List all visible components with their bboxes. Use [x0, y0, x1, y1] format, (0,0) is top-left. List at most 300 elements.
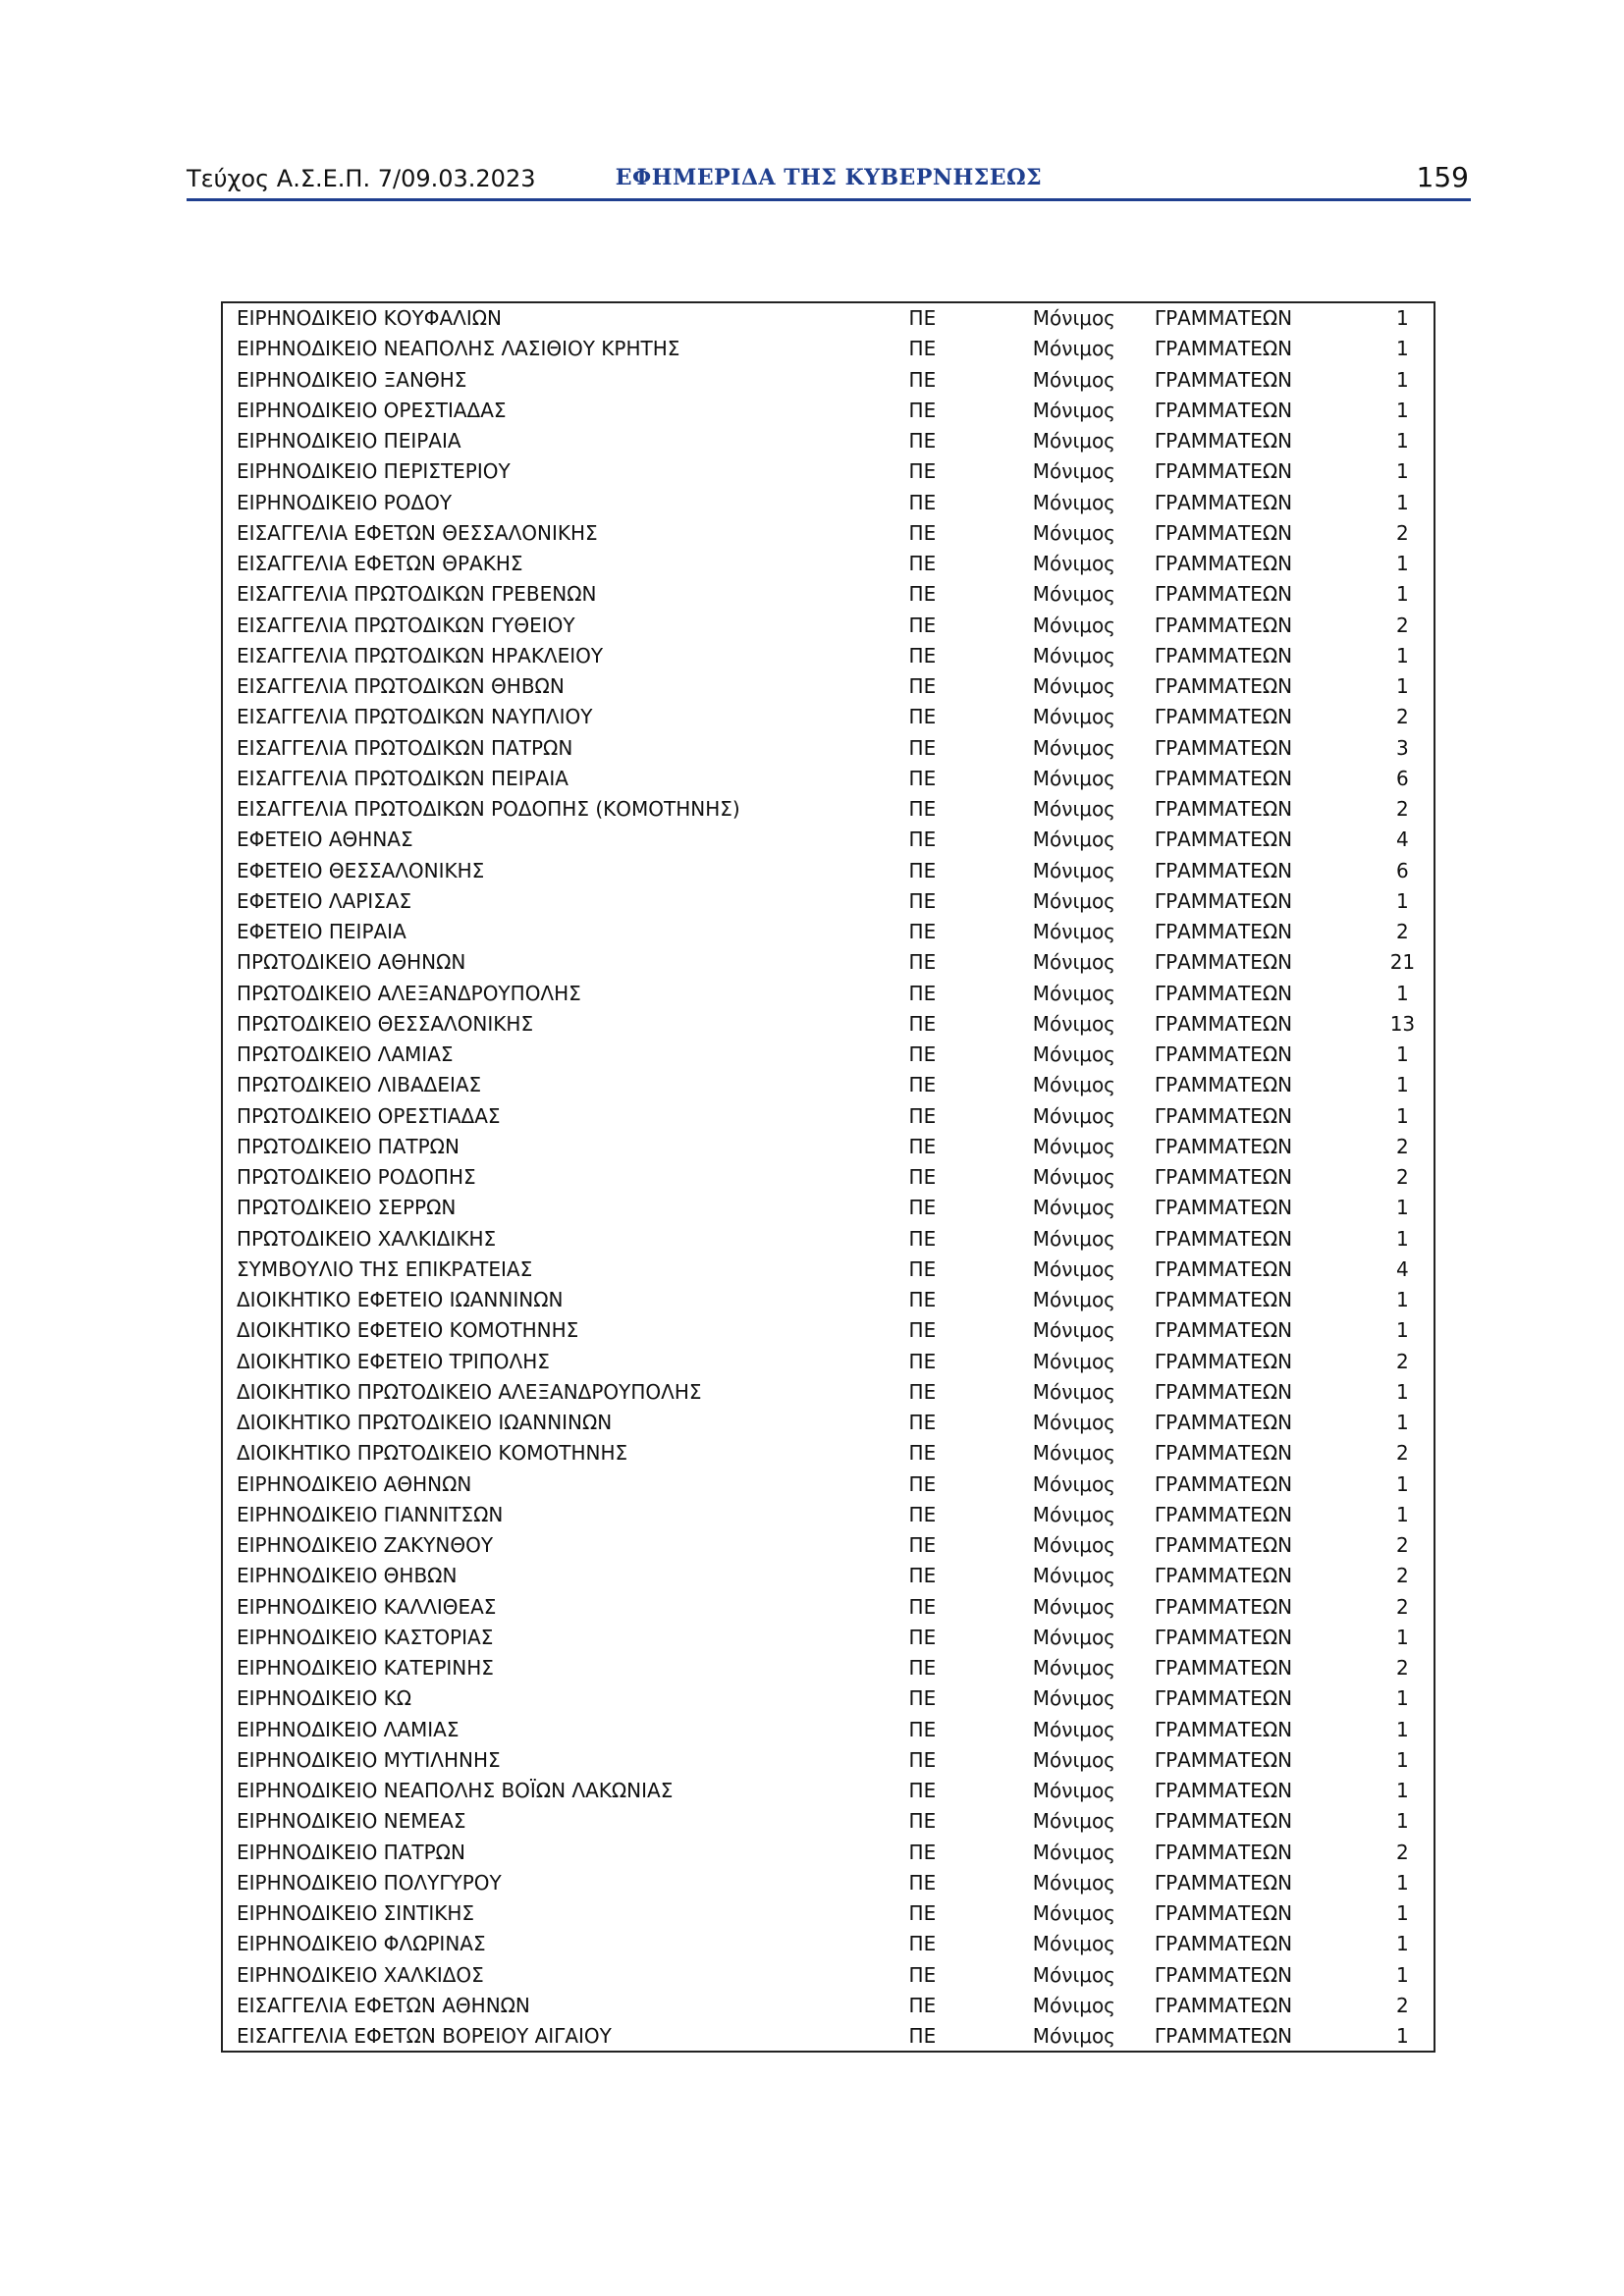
positions-count-cell: 1: [1396, 306, 1409, 331]
service-name-cell: ΕΙΡΗΝΟΔΙΚΕΙΟ ΚΑΛΛΙΘΕΑΣ: [237, 1594, 497, 1619]
branch-cell: ΓΡΑΜΜΑΤΕΩΝ: [1154, 1441, 1293, 1466]
employment-relation-cell: Μόνιμος: [1032, 1779, 1115, 1803]
positions-count-cell: 2: [1396, 1564, 1409, 1588]
branch-cell: ΓΡΑΜΜΑΤΕΩΝ: [1154, 1870, 1293, 1895]
table-row: [223, 671, 1434, 702]
employment-relation-cell: Μόνιμος: [1032, 1134, 1115, 1158]
branch-cell: ΓΡΑΜΜΑΤΕΩΝ: [1154, 1779, 1293, 1803]
employment-relation-cell: Μόνιμος: [1032, 552, 1115, 576]
branch-cell: ΓΡΑΜΜΑΤΕΩΝ: [1154, 613, 1293, 637]
service-name-cell: ΕΙΣΑΓΓΕΛΙΑ ΠΡΩΤΟΔΙΚΩΝ ΠΑΤΡΩΝ: [237, 735, 573, 760]
positions-count-cell: 1: [1396, 1686, 1409, 1711]
positions-count-cell: 1: [1396, 1502, 1409, 1526]
branch-cell: ΓΡΑΜΜΑΤΕΩΝ: [1154, 981, 1293, 1005]
service-name-cell: ΕΙΡΗΝΟΔΙΚΕΙΟ ΠΟΛΥΓΥΡΟΥ: [237, 1870, 502, 1895]
table-row: [223, 2021, 1434, 2052]
category-cell: ΠΕ: [908, 888, 937, 913]
positions-count-cell: 1: [1396, 1103, 1409, 1128]
employment-relation-cell: Μόνιμος: [1032, 1288, 1115, 1312]
positions-count-cell: 1: [1396, 1747, 1409, 1772]
category-cell: ΠΕ: [908, 306, 937, 331]
employment-relation-cell: Μόνιμος: [1032, 766, 1115, 790]
positions-count-cell: 2: [1396, 1349, 1409, 1373]
service-name-cell: ΕΙΡΗΝΟΔΙΚΕΙΟ ΠΑΤΡΩΝ: [237, 1840, 465, 1864]
branch-cell: ΓΡΑΜΜΑΤΕΩΝ: [1154, 1962, 1293, 1987]
employment-relation-cell: Μόνιμος: [1032, 1073, 1115, 1097]
positions-count-cell: 2: [1396, 613, 1409, 637]
branch-cell: ΓΡΑΜΜΑΤΕΩΝ: [1154, 1471, 1293, 1496]
service-name-cell: ΕΙΣΑΓΓΕΛΙΑ ΠΡΩΤΟΔΙΚΩΝ ΗΡΑΚΛΕΙΟΥ: [237, 643, 604, 667]
positions-count-cell: 2: [1396, 1594, 1409, 1619]
table-row: [223, 764, 1434, 794]
page-header: [187, 157, 1471, 202]
table-row: [223, 1592, 1434, 1623]
page-number: 159: [1416, 161, 1469, 193]
category-cell: ΠΕ: [908, 1993, 937, 2017]
service-name-cell: ΕΙΡΗΝΟΔΙΚΕΙΟ ΓΙΑΝΝΙΤΣΩΝ: [237, 1502, 504, 1526]
employment-relation-cell: Μόνιμος: [1032, 1411, 1115, 1435]
positions-table: [221, 301, 1435, 2053]
table-row: [223, 825, 1434, 855]
positions-count-cell: 1: [1396, 674, 1409, 699]
service-name-cell: ΕΙΣΑΓΓΕΛΙΑ ΕΦΕΤΩΝ ΒΟΡΕΙΟΥ ΑΙΓΑΙΟΥ: [237, 2024, 612, 2049]
table-row: [223, 1929, 1434, 1959]
category-cell: ΠΕ: [908, 1717, 937, 1741]
branch-cell: ΓΡΑΜΜΑΤΕΩΝ: [1154, 1226, 1293, 1251]
positions-count-cell: 1: [1396, 1962, 1409, 1987]
branch-cell: ΓΡΑΜΜΑΤΕΩΝ: [1154, 643, 1293, 667]
category-cell: ΠΕ: [908, 1134, 937, 1158]
employment-relation-cell: Μόνιμος: [1032, 674, 1115, 699]
service-name-cell: ΔΙΟΙΚΗΤΙΚΟ ΕΦΕΤΕΙΟ ΙΩΑΝΝΙΝΩΝ: [237, 1288, 564, 1312]
category-cell: ΠΕ: [908, 1165, 937, 1190]
table-row: [223, 579, 1434, 610]
category-cell: ΠΕ: [908, 674, 937, 699]
category-cell: ΠΕ: [908, 950, 937, 975]
table-row: [223, 549, 1434, 579]
employment-relation-cell: Μόνιμος: [1032, 1901, 1115, 1926]
branch-cell: ΓΡΑΜΜΑΤΕΩΝ: [1154, 1349, 1293, 1373]
service-name-cell: ΕΙΡΗΝΟΔΙΚΕΙΟ ΚΟΥΦΑΛΙΩΝ: [237, 306, 502, 331]
positions-count-cell: 1: [1396, 643, 1409, 667]
branch-cell: ΓΡΑΜΜΑΤΕΩΝ: [1154, 735, 1293, 760]
employment-relation-cell: Μόνιμος: [1032, 1011, 1115, 1036]
table-row: [223, 979, 1434, 1009]
service-name-cell: ΕΙΣΑΓΓΕΛΙΑ ΕΦΕΤΩΝ ΑΘΗΝΩΝ: [237, 1993, 530, 2017]
positions-count-cell: 3: [1396, 735, 1409, 760]
service-name-cell: ΕΙΣΑΓΓΕΛΙΑ ΠΡΩΤΟΔΙΚΩΝ ΘΗΒΩΝ: [237, 674, 565, 699]
table-row: [223, 1469, 1434, 1500]
branch-cell: ΓΡΑΜΜΑΤΕΩΝ: [1154, 1379, 1293, 1404]
table-row: [223, 1500, 1434, 1530]
positions-count-cell: 1: [1396, 1901, 1409, 1926]
employment-relation-cell: Μόνιμος: [1032, 1165, 1115, 1190]
positions-count-cell: 1: [1396, 398, 1409, 422]
table-row: [223, 1745, 1434, 1776]
category-cell: ΠΕ: [908, 828, 937, 852]
employment-relation-cell: Μόνιμος: [1032, 490, 1115, 514]
table-row: [223, 426, 1434, 456]
positions-count-cell: 6: [1396, 766, 1409, 790]
positions-count-cell: 1: [1396, 1809, 1409, 1834]
category-cell: ΠΕ: [908, 1840, 937, 1864]
table-row: [223, 1438, 1434, 1468]
issue-label: Τεύχος Α.Σ.Ε.Π. 7/09.03.2023: [187, 165, 536, 192]
category-cell: ΠΕ: [908, 1502, 937, 1526]
positions-count-cell: 1: [1396, 582, 1409, 607]
positions-count-cell: 1: [1396, 490, 1409, 514]
gazette-title: ΕΦΗΜΕΡΙΔΑ ΤΗΣ ΚΥΒΕΡΝΗΣΕΩΣ: [615, 165, 1043, 190]
category-cell: ΠΕ: [908, 1349, 937, 1373]
category-cell: ΠΕ: [908, 398, 937, 422]
category-cell: ΠΕ: [908, 1564, 937, 1588]
employment-relation-cell: Μόνιμος: [1032, 888, 1115, 913]
table-row: [223, 1040, 1434, 1070]
service-name-cell: ΕΙΣΑΓΓΕΛΙΑ ΠΡΩΤΟΔΙΚΩΝ ΡΟΔΟΠΗΣ (ΚΟΜΟΤΗΝΗΣ): [237, 797, 740, 822]
employment-relation-cell: Μόνιμος: [1032, 459, 1115, 484]
service-name-cell: ΕΙΡΗΝΟΔΙΚΕΙΟ ΠΕΡΙΣΤΕΡΙΟΥ: [237, 459, 511, 484]
table-row: [223, 1898, 1434, 1929]
branch-cell: ΓΡΑΜΜΑΤΕΩΝ: [1154, 1073, 1293, 1097]
table-row: [223, 1347, 1434, 1377]
table-row: [223, 1623, 1434, 1653]
branch-cell: ΓΡΑΜΜΑΤΕΩΝ: [1154, 1011, 1293, 1036]
service-name-cell: ΕΙΣΑΓΓΕΛΙΑ ΕΦΕΤΩΝ ΘΕΣΣΑΛΟΝΙΚΗΣ: [237, 520, 598, 545]
service-name-cell: ΕΙΡΗΝΟΔΙΚΕΙΟ ΝΕΑΠΟΛΗΣ ΒΟΪΩΝ ΛΑΚΩΝΙΑΣ: [237, 1779, 674, 1803]
service-name-cell: ΣΥΜΒΟΥΛΙΟ ΤΗΣ ΕΠΙΚΡΑΤΕΙΑΣ: [237, 1256, 533, 1281]
category-cell: ΠΕ: [908, 490, 937, 514]
table-row: [223, 396, 1434, 426]
service-name-cell: ΔΙΟΙΚΗΤΙΚΟ ΠΡΩΤΟΔΙΚΕΙΟ ΚΟΜΟΤΗΝΗΣ: [237, 1441, 628, 1466]
positions-count-cell: 2: [1396, 1533, 1409, 1558]
category-cell: ΠΕ: [908, 858, 937, 882]
category-cell: ΠΕ: [908, 1196, 937, 1220]
table-row: [223, 1683, 1434, 1714]
service-name-cell: ΠΡΩΤΟΔΙΚΕΙΟ ΡΟΔΟΠΗΣ: [237, 1165, 476, 1190]
branch-cell: ΓΡΑΜΜΑΤΕΩΝ: [1154, 1840, 1293, 1864]
positions-count-cell: 1: [1396, 1932, 1409, 1956]
category-cell: ΠΕ: [908, 705, 937, 729]
positions-count-cell: 1: [1396, 1379, 1409, 1404]
table-row: [223, 1255, 1434, 1285]
service-name-cell: ΔΙΟΙΚΗΤΙΚΟ ΕΦΕΤΕΙΟ ΚΟΜΟΤΗΝΗΣ: [237, 1318, 579, 1343]
positions-count-cell: 2: [1396, 1441, 1409, 1466]
employment-relation-cell: Μόνιμος: [1032, 1318, 1115, 1343]
table-row: [223, 365, 1434, 396]
service-name-cell: ΠΡΩΤΟΔΙΚΕΙΟ ΧΑΛΚΙΔΙΚΗΣ: [237, 1226, 497, 1251]
employment-relation-cell: Μόνιμος: [1032, 1533, 1115, 1558]
service-name-cell: ΠΡΩΤΟΔΙΚΕΙΟ ΛΑΜΙΑΣ: [237, 1042, 454, 1067]
category-cell: ΠΕ: [908, 1686, 937, 1711]
table-row: [223, 1991, 1434, 2021]
service-name-cell: ΕΙΡΗΝΟΔΙΚΕΙΟ ΡΟΔΟΥ: [237, 490, 453, 514]
positions-count-cell: 1: [1396, 337, 1409, 361]
table-row: [223, 641, 1434, 671]
category-cell: ΠΕ: [908, 1288, 937, 1312]
table-row: [223, 456, 1434, 487]
category-cell: ΠΕ: [908, 1042, 937, 1067]
service-name-cell: ΕΙΡΗΝΟΔΙΚΕΙΟ ΦΛΩΡΙΝΑΣ: [237, 1932, 486, 1956]
table-row: [223, 886, 1434, 917]
branch-cell: ΓΡΑΜΜΑΤΕΩΝ: [1154, 1932, 1293, 1956]
employment-relation-cell: Μόνιμος: [1032, 582, 1115, 607]
employment-relation-cell: Μόνιμος: [1032, 1349, 1115, 1373]
branch-cell: ΓΡΑΜΜΑΤΕΩΝ: [1154, 2024, 1293, 2049]
table-row: [223, 1285, 1434, 1315]
branch-cell: ΓΡΑΜΜΑΤΕΩΝ: [1154, 950, 1293, 975]
category-cell: ΠΕ: [908, 1747, 937, 1772]
positions-count-cell: 1: [1396, 1196, 1409, 1220]
positions-count-cell: 4: [1396, 1256, 1409, 1281]
branch-cell: ΓΡΑΜΜΑΤΕΩΝ: [1154, 1103, 1293, 1128]
branch-cell: ΓΡΑΜΜΑΤΕΩΝ: [1154, 367, 1293, 392]
employment-relation-cell: Μόνιμος: [1032, 367, 1115, 392]
category-cell: ΠΕ: [908, 1011, 937, 1036]
positions-count-cell: 1: [1396, 1717, 1409, 1741]
table-row: [223, 488, 1434, 518]
positions-count-cell: 2: [1396, 1165, 1409, 1190]
branch-cell: ΓΡΑΜΜΑΤΕΩΝ: [1154, 797, 1293, 822]
positions-count-cell: 2: [1396, 797, 1409, 822]
positions-count-cell: 1: [1396, 1073, 1409, 1097]
branch-cell: ΓΡΑΜΜΑΤΕΩΝ: [1154, 398, 1293, 422]
branch-cell: ΓΡΑΜΜΑΤΕΩΝ: [1154, 888, 1293, 913]
service-name-cell: ΕΙΣΑΓΓΕΛΙΑ ΠΡΩΤΟΔΙΚΩΝ ΓΥΘΕΙΟΥ: [237, 613, 575, 637]
service-name-cell: ΕΙΡΗΝΟΔΙΚΕΙΟ ΟΡΕΣΤΙΑΔΑΣ: [237, 398, 507, 422]
service-name-cell: ΕΙΡΗΝΟΔΙΚΕΙΟ ΖΑΚΥΝΘΟΥ: [237, 1533, 494, 1558]
positions-count-cell: 1: [1396, 1779, 1409, 1803]
service-name-cell: ΕΙΡΗΝΟΔΙΚΕΙΟ ΚΩ: [237, 1686, 412, 1711]
service-name-cell: ΕΙΡΗΝΟΔΙΚΕΙΟ ΠΕΙΡΑΙΑ: [237, 429, 461, 454]
employment-relation-cell: Μόνιμος: [1032, 1502, 1115, 1526]
employment-relation-cell: Μόνιμος: [1032, 398, 1115, 422]
positions-count-cell: 2: [1396, 1993, 1409, 2017]
table-row: [223, 1070, 1434, 1100]
branch-cell: ΓΡΑΜΜΑΤΕΩΝ: [1154, 705, 1293, 729]
branch-cell: ΓΡΑΜΜΑΤΕΩΝ: [1154, 1318, 1293, 1343]
positions-count-cell: 1: [1396, 1870, 1409, 1895]
category-cell: ΠΕ: [908, 920, 937, 944]
branch-cell: ΓΡΑΜΜΑΤΕΩΝ: [1154, 459, 1293, 484]
category-cell: ΠΕ: [908, 613, 937, 637]
service-name-cell: ΔΙΟΙΚΗΤΙΚΟ ΕΦΕΤΕΙΟ ΤΡΙΠΟΛΗΣ: [237, 1349, 550, 1373]
branch-cell: ΓΡΑΜΜΑΤΕΩΝ: [1154, 552, 1293, 576]
service-name-cell: ΕΙΡΗΝΟΔΙΚΕΙΟ ΚΑΣΤΟΡΙΑΣ: [237, 1625, 494, 1649]
employment-relation-cell: Μόνιμος: [1032, 1226, 1115, 1251]
category-cell: ΠΕ: [908, 582, 937, 607]
service-name-cell: ΕΦΕΤΕΙΟ ΠΕΙΡΑΙΑ: [237, 920, 406, 944]
service-name-cell: ΠΡΩΤΟΔΙΚΕΙΟ ΑΘΗΝΩΝ: [237, 950, 466, 975]
table-row: [223, 1224, 1434, 1255]
employment-relation-cell: Μόνιμος: [1032, 920, 1115, 944]
branch-cell: ΓΡΑΜΜΑΤΕΩΝ: [1154, 766, 1293, 790]
branch-cell: ΓΡΑΜΜΑΤΕΩΝ: [1154, 1747, 1293, 1772]
service-name-cell: ΠΡΩΤΟΔΙΚΕΙΟ ΑΛΕΞΑΝΔΡΟΥΠΟΛΗΣ: [237, 981, 581, 1005]
table-row: [223, 1132, 1434, 1162]
branch-cell: ΓΡΑΜΜΑΤΕΩΝ: [1154, 1717, 1293, 1741]
category-cell: ΠΕ: [908, 1471, 937, 1496]
branch-cell: ΓΡΑΜΜΑΤΕΩΝ: [1154, 858, 1293, 882]
table-row: [223, 1315, 1434, 1346]
employment-relation-cell: Μόνιμος: [1032, 306, 1115, 331]
category-cell: ΠΕ: [908, 1809, 937, 1834]
header-rule: [187, 198, 1471, 201]
employment-relation-cell: Μόνιμος: [1032, 1471, 1115, 1496]
employment-relation-cell: Μόνιμος: [1032, 1840, 1115, 1864]
category-cell: ΠΕ: [908, 1779, 937, 1803]
category-cell: ΠΕ: [908, 1962, 937, 1987]
table-row: [223, 794, 1434, 825]
service-name-cell: ΕΙΡΗΝΟΔΙΚΕΙΟ ΞΑΝΘΗΣ: [237, 367, 467, 392]
employment-relation-cell: Μόνιμος: [1032, 1594, 1115, 1619]
employment-relation-cell: Μόνιμος: [1032, 1717, 1115, 1741]
employment-relation-cell: Μόνιμος: [1032, 429, 1115, 454]
service-name-cell: ΔΙΟΙΚΗΤΙΚΟ ΠΡΩΤΟΔΙΚΕΙΟ ΑΛΕΞΑΝΔΡΟΥΠΟΛΗΣ: [237, 1379, 702, 1404]
table-row: [223, 1776, 1434, 1806]
category-cell: ΠΕ: [908, 735, 937, 760]
category-cell: ΠΕ: [908, 2024, 937, 2049]
category-cell: ΠΕ: [908, 1594, 937, 1619]
category-cell: ΠΕ: [908, 459, 937, 484]
branch-cell: ΓΡΑΜΜΑΤΕΩΝ: [1154, 1809, 1293, 1834]
employment-relation-cell: Μόνιμος: [1032, 1564, 1115, 1588]
positions-count-cell: 2: [1396, 1840, 1409, 1864]
service-name-cell: ΕΙΡΗΝΟΔΙΚΕΙΟ ΝΕΜΕΑΣ: [237, 1809, 466, 1834]
service-name-cell: ΕΦΕΤΕΙΟ ΛΑΡΙΣΑΣ: [237, 888, 412, 913]
table-row: [223, 1530, 1434, 1561]
positions-count-cell: 2: [1396, 705, 1409, 729]
positions-count-cell: 1: [1396, 1042, 1409, 1067]
positions-count-cell: 2: [1396, 1134, 1409, 1158]
branch-cell: ΓΡΑΜΜΑΤΕΩΝ: [1154, 1256, 1293, 1281]
table-row: [223, 1868, 1434, 1898]
employment-relation-cell: Μόνιμος: [1032, 1993, 1115, 2017]
positions-count-cell: 1: [1396, 429, 1409, 454]
category-cell: ΠΕ: [908, 1103, 937, 1128]
table-row: [223, 1408, 1434, 1438]
service-name-cell: ΕΙΡΗΝΟΔΙΚΕΙΟ ΘΗΒΩΝ: [237, 1564, 458, 1588]
table-row: [223, 1193, 1434, 1223]
positions-count-cell: 13: [1389, 1011, 1416, 1036]
branch-cell: ΓΡΑΜΜΑΤΕΩΝ: [1154, 1165, 1293, 1190]
branch-cell: ΓΡΑΜΜΑΤΕΩΝ: [1154, 1901, 1293, 1926]
category-cell: ΠΕ: [908, 1226, 937, 1251]
service-name-cell: ΕΦΕΤΕΙΟ ΘΕΣΣΑΛΟΝΙΚΗΣ: [237, 858, 485, 882]
branch-cell: ΓΡΑΜΜΑΤΕΩΝ: [1154, 1502, 1293, 1526]
service-name-cell: ΕΙΡΗΝΟΔΙΚΕΙΟ ΛΑΜΙΑΣ: [237, 1717, 460, 1741]
category-cell: ΠΕ: [908, 1870, 937, 1895]
positions-count-cell: 21: [1389, 950, 1416, 975]
employment-relation-cell: Μόνιμος: [1032, 520, 1115, 545]
category-cell: ΠΕ: [908, 1656, 937, 1681]
positions-count-cell: 1: [1396, 459, 1409, 484]
employment-relation-cell: Μόνιμος: [1032, 337, 1115, 361]
positions-count-cell: 1: [1396, 1226, 1409, 1251]
branch-cell: ΓΡΑΜΜΑΤΕΩΝ: [1154, 337, 1293, 361]
positions-count-cell: 1: [1396, 1318, 1409, 1343]
branch-cell: ΓΡΑΜΜΑΤΕΩΝ: [1154, 429, 1293, 454]
service-name-cell: ΕΙΣΑΓΓΕΛΙΑ ΠΡΩΤΟΔΙΚΩΝ ΝΑΥΠΛΙΟΥ: [237, 705, 593, 729]
table-row: [223, 947, 1434, 978]
positions-count-cell: 2: [1396, 920, 1409, 944]
employment-relation-cell: Μόνιμος: [1032, 1103, 1115, 1128]
category-cell: ΠΕ: [908, 797, 937, 822]
table-row: [223, 1653, 1434, 1683]
positions-count-cell: 1: [1396, 1471, 1409, 1496]
employment-relation-cell: Μόνιμος: [1032, 1932, 1115, 1956]
service-name-cell: ΠΡΩΤΟΔΙΚΕΙΟ ΟΡΕΣΤΙΑΔΑΣ: [237, 1103, 501, 1128]
employment-relation-cell: Μόνιμος: [1032, 981, 1115, 1005]
service-name-cell: ΕΙΡΗΝΟΔΙΚΕΙΟ ΜΥΤΙΛΗΝΗΣ: [237, 1747, 501, 1772]
service-name-cell: ΔΙΟΙΚΗΤΙΚΟ ΠΡΩΤΟΔΙΚΕΙΟ ΙΩΑΝΝΙΝΩΝ: [237, 1411, 613, 1435]
employment-relation-cell: Μόνιμος: [1032, 858, 1115, 882]
service-name-cell: ΕΙΡΗΝΟΔΙΚΕΙΟ ΧΑΛΚΙΔΟΣ: [237, 1962, 484, 1987]
table-row: [223, 702, 1434, 732]
category-cell: ΠΕ: [908, 367, 937, 392]
branch-cell: ΓΡΑΜΜΑΤΕΩΝ: [1154, 520, 1293, 545]
positions-count-cell: 1: [1396, 888, 1409, 913]
category-cell: ΠΕ: [908, 766, 937, 790]
branch-cell: ΓΡΑΜΜΑΤΕΩΝ: [1154, 1042, 1293, 1067]
category-cell: ΠΕ: [908, 429, 937, 454]
branch-cell: ΓΡΑΜΜΑΤΕΩΝ: [1154, 1533, 1293, 1558]
branch-cell: ΓΡΑΜΜΑΤΕΩΝ: [1154, 1288, 1293, 1312]
employment-relation-cell: Μόνιμος: [1032, 1042, 1115, 1067]
service-name-cell: ΠΡΩΤΟΔΙΚΕΙΟ ΠΑΤΡΩΝ: [237, 1134, 460, 1158]
table-row: [223, 1806, 1434, 1837]
category-cell: ΠΕ: [908, 981, 937, 1005]
service-name-cell: ΠΡΩΤΟΔΙΚΕΙΟ ΛΙΒΑΔΕΙΑΣ: [237, 1073, 482, 1097]
employment-relation-cell: Μόνιμος: [1032, 735, 1115, 760]
branch-cell: ΓΡΑΜΜΑΤΕΩΝ: [1154, 1134, 1293, 1158]
employment-relation-cell: Μόνιμος: [1032, 613, 1115, 637]
category-cell: ΠΕ: [908, 1318, 937, 1343]
branch-cell: ΓΡΑΜΜΑΤΕΩΝ: [1154, 1625, 1293, 1649]
branch-cell: ΓΡΑΜΜΑΤΕΩΝ: [1154, 1564, 1293, 1588]
branch-cell: ΓΡΑΜΜΑΤΕΩΝ: [1154, 1993, 1293, 2017]
positions-count-cell: 1: [1396, 1625, 1409, 1649]
category-cell: ΠΕ: [908, 1932, 937, 1956]
category-cell: ΠΕ: [908, 1256, 937, 1281]
employment-relation-cell: Μόνιμος: [1032, 1686, 1115, 1711]
positions-count-cell: 1: [1396, 367, 1409, 392]
employment-relation-cell: Μόνιμος: [1032, 1809, 1115, 1834]
table-row: [223, 1838, 1434, 1868]
table-row: [223, 733, 1434, 764]
branch-cell: ΓΡΑΜΜΑΤΕΩΝ: [1154, 1656, 1293, 1681]
positions-count-cell: 1: [1396, 2024, 1409, 2049]
category-cell: ΠΕ: [908, 1441, 937, 1466]
category-cell: ΠΕ: [908, 1379, 937, 1404]
table-row: [223, 856, 1434, 886]
employment-relation-cell: Μόνιμος: [1032, 1747, 1115, 1772]
branch-cell: ΓΡΑΜΜΑΤΕΩΝ: [1154, 1411, 1293, 1435]
employment-relation-cell: Μόνιμος: [1032, 643, 1115, 667]
employment-relation-cell: Μόνιμος: [1032, 1379, 1115, 1404]
table-row: [223, 1715, 1434, 1745]
category-cell: ΠΕ: [908, 337, 937, 361]
positions-count-cell: 4: [1396, 828, 1409, 852]
employment-relation-cell: Μόνιμος: [1032, 1870, 1115, 1895]
service-name-cell: ΠΡΩΤΟΔΙΚΕΙΟ ΘΕΣΣΑΛΟΝΙΚΗΣ: [237, 1011, 534, 1036]
branch-cell: ΓΡΑΜΜΑΤΕΩΝ: [1154, 1686, 1293, 1711]
service-name-cell: ΠΡΩΤΟΔΙΚΕΙΟ ΣΕΡΡΩΝ: [237, 1196, 457, 1220]
employment-relation-cell: Μόνιμος: [1032, 950, 1115, 975]
table-row: [223, 611, 1434, 641]
positions-count-cell: 6: [1396, 858, 1409, 882]
service-name-cell: ΕΙΡΗΝΟΔΙΚΕΙΟ ΑΘΗΝΩΝ: [237, 1471, 472, 1496]
branch-cell: ΓΡΑΜΜΑΤΕΩΝ: [1154, 674, 1293, 699]
